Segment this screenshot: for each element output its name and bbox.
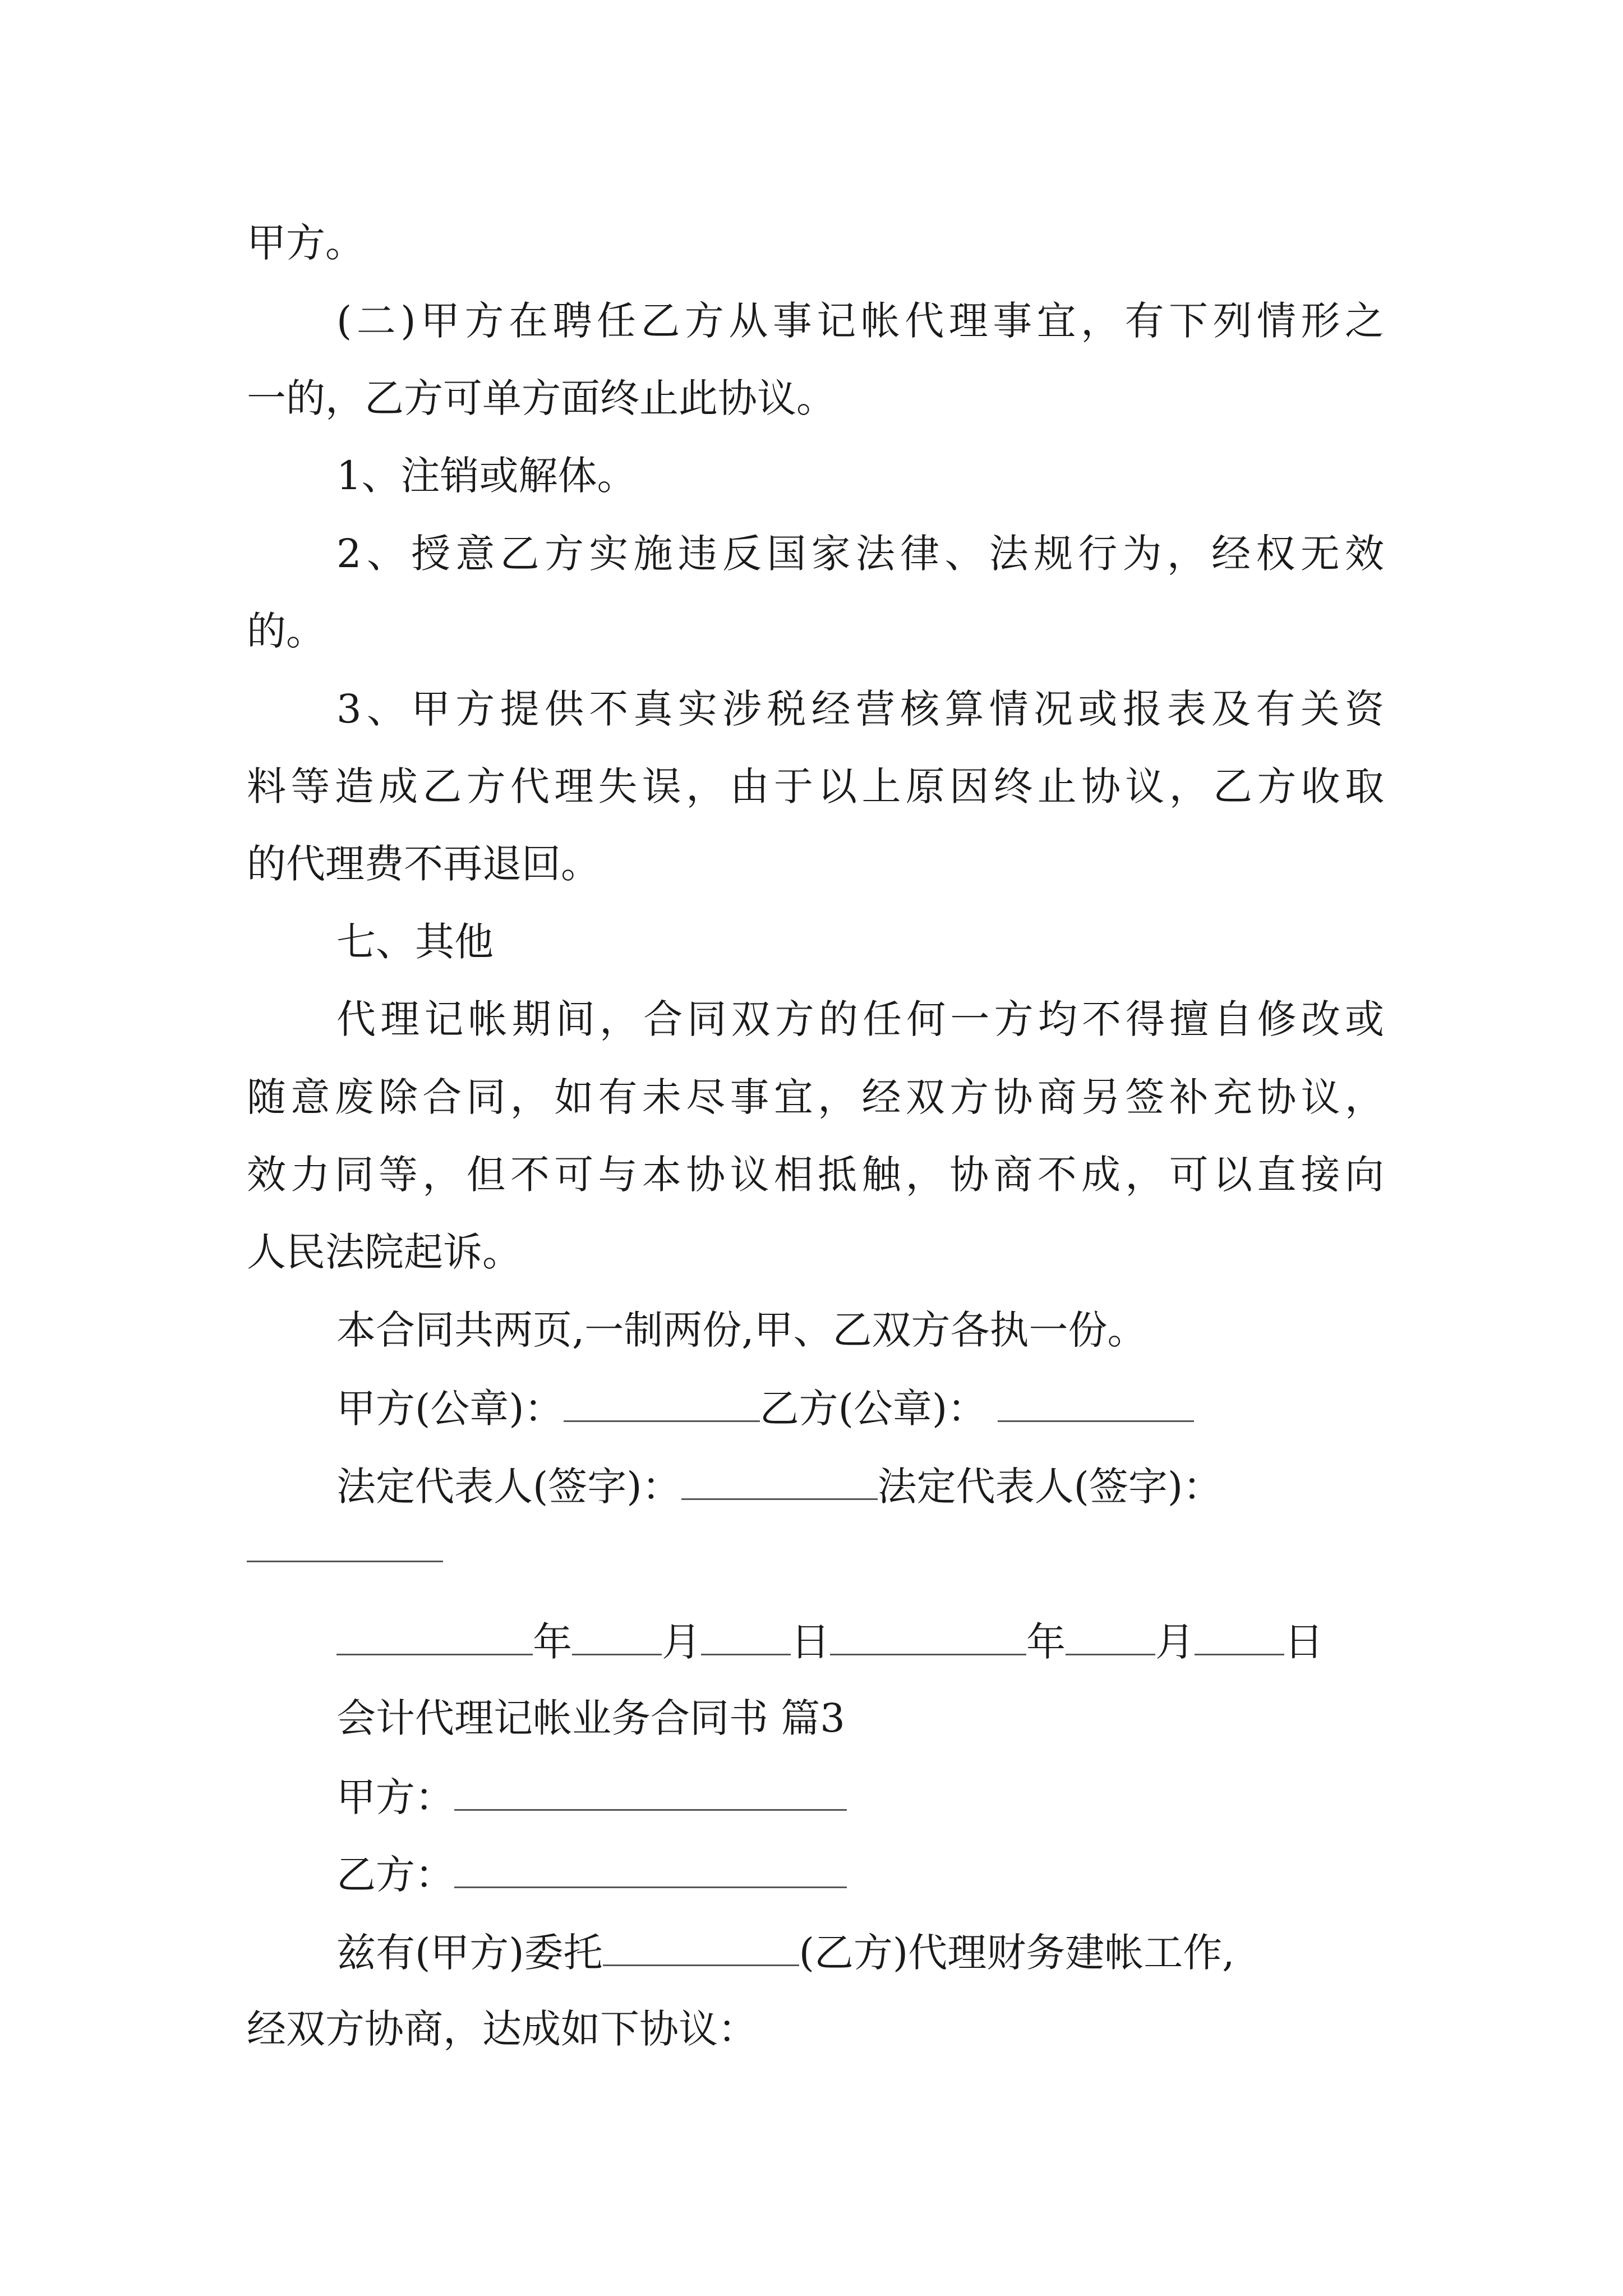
day-label: 日	[1284, 1619, 1324, 1665]
paragraph-line: 效力同等，但不可与本协议相抵触，协商不成，可以直接向	[247, 1152, 1384, 1198]
party-b-label: 乙方：	[336, 1852, 454, 1898]
party-a-label: 甲方：	[336, 1774, 454, 1820]
party-a-seal-label: 甲方(公章)：	[336, 1386, 564, 1432]
year-label: 年	[1026, 1619, 1066, 1665]
list-item: 3、甲方提供不真实涉税经营核算情况或报表及有关资	[336, 686, 1384, 732]
party-b-blank[interactable]	[454, 1854, 847, 1888]
list-item: 1、注销或解体。	[336, 453, 637, 499]
party-a-line	[336, 1774, 847, 1820]
party-b-line	[336, 1852, 847, 1898]
month-label: 月	[1155, 1619, 1195, 1665]
signature-line	[336, 1464, 1223, 1510]
party-a-blank[interactable]	[454, 1777, 847, 1811]
paragraph-line: 一的，乙方可单方面终止此协议。	[247, 375, 836, 421]
list-item: 2、授意乙方实施违反国家法律、法规行为，经权无效	[336, 531, 1384, 577]
legal-rep-a-label: 法定代表人(签字)：	[336, 1464, 681, 1510]
paragraph-line: 本合同共两页,一制两份,甲、乙双方各执一份。	[336, 1307, 1147, 1353]
paragraph-line: (二)甲方在聘任乙方从事记帐代理事宜，有下列情形之	[336, 298, 1384, 344]
month-a-blank[interactable]	[572, 1621, 662, 1655]
section-title: 会计代理记帐业务合同书 篇3	[336, 1695, 845, 1741]
month-b-blank[interactable]	[1066, 1621, 1155, 1655]
paragraph-line: 的。	[247, 608, 325, 654]
day-a-blank[interactable]	[701, 1621, 791, 1655]
party-b-seal-blank[interactable]	[998, 1388, 1194, 1422]
paragraph-line: 的代理费不再退回。	[247, 841, 600, 887]
entrust-prefix: 兹有(甲方)委托	[336, 1930, 603, 1976]
paragraph-line: 料等造成乙方代理失误，由于以上原因终止协议，乙方收取	[247, 763, 1384, 809]
paragraph-line: 人民法院起诉。	[247, 1229, 522, 1275]
month-label: 月	[662, 1619, 701, 1665]
entrust-suffix: (乙方)代理财务建帐工作,	[799, 1930, 1235, 1976]
paragraph-line: 甲方。	[247, 220, 365, 266]
year-a-blank[interactable]	[336, 1621, 533, 1655]
party-b-seal-label: 乙方(公章)：	[759, 1386, 987, 1432]
paragraph-line: 经双方协商，达成如下协议：	[247, 2006, 757, 2052]
day-label: 日	[791, 1619, 830, 1665]
legal-rep-a-blank[interactable]	[681, 1466, 878, 1500]
party-a-seal-blank[interactable]	[564, 1388, 760, 1422]
entrusted-party-blank[interactable]	[603, 1932, 799, 1966]
year-b-blank[interactable]	[830, 1621, 1026, 1655]
legal-rep-b-blank[interactable]	[247, 1561, 443, 1562]
legal-rep-b-label: 法定代表人(签字)：	[877, 1464, 1223, 1510]
seal-line	[336, 1386, 1194, 1432]
date-line	[336, 1619, 1324, 1665]
year-label: 年	[533, 1619, 572, 1665]
section-heading: 七、其他	[336, 919, 494, 965]
entrust-line	[336, 1930, 1235, 1976]
paragraph-line: 随意废除合同，如有未尽事宜，经双方协商另签补充协议，	[247, 1074, 1384, 1120]
paragraph-line: 代理记帐期间，合同双方的任何一方均不得擅自修改或	[336, 996, 1384, 1042]
day-b-blank[interactable]	[1195, 1621, 1284, 1655]
